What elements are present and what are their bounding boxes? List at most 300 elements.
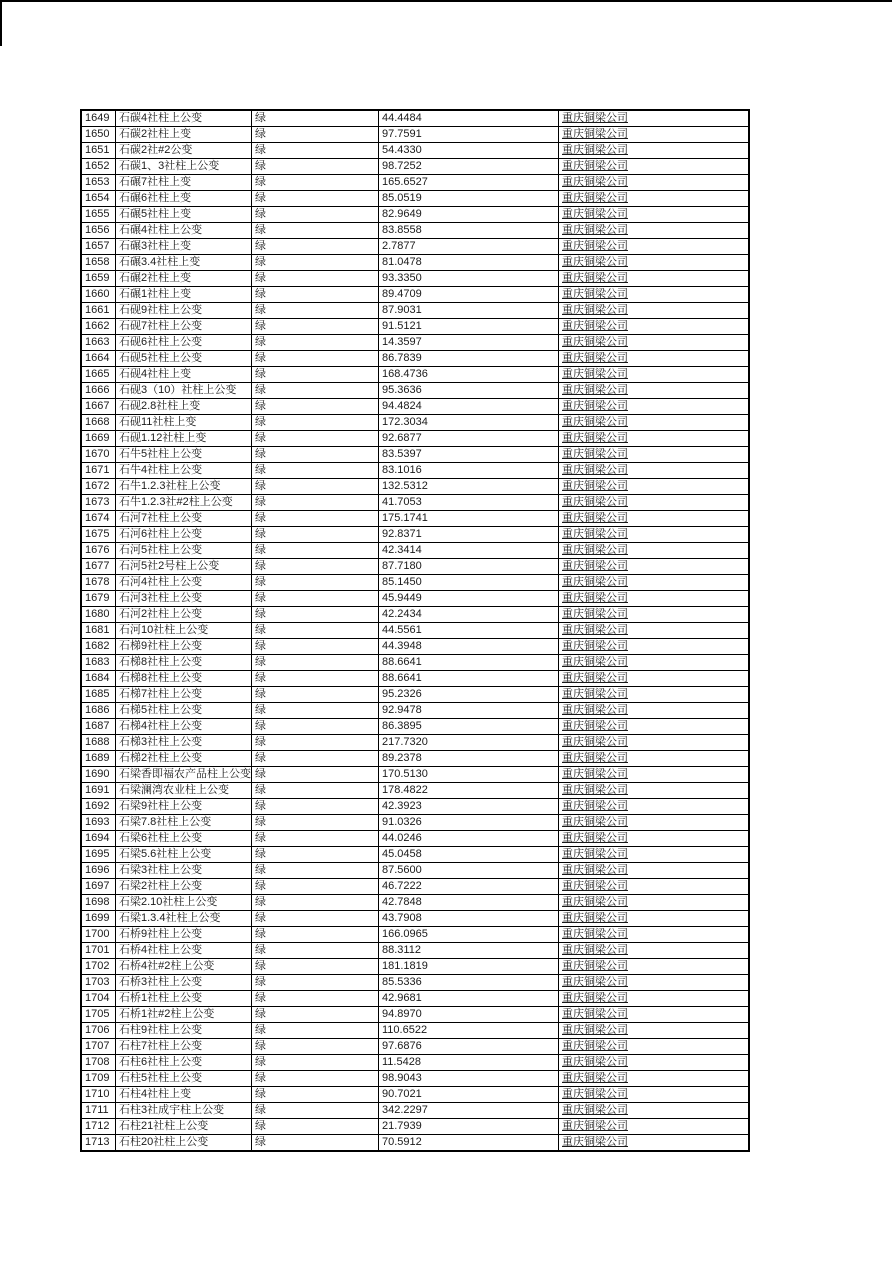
company-cell: 重庆铜梁公司 <box>559 575 750 591</box>
status-cell: 绿 <box>252 799 379 815</box>
row-number-cell: 1697 <box>81 879 116 895</box>
table-row <box>81 1007 749 1023</box>
value-cell: 217.7320 <box>379 735 559 751</box>
row-number-cell: 1707 <box>81 1039 116 1055</box>
value-cell: 42.3923 <box>379 799 559 815</box>
name-cell: 石梁3社柱上公变 <box>116 863 252 879</box>
table-row <box>81 655 749 671</box>
value-cell: 175.1741 <box>379 511 559 527</box>
company-cell: 重庆铜梁公司 <box>559 815 750 831</box>
company-cell: 重庆铜梁公司 <box>559 607 750 623</box>
row-number-cell: 1703 <box>81 975 116 991</box>
company-cell: 重庆铜梁公司 <box>559 239 750 255</box>
company-cell: 重庆铜梁公司 <box>559 367 750 383</box>
row-number-cell: 1701 <box>81 943 116 959</box>
row-number-cell: 1689 <box>81 751 116 767</box>
row-number-cell: 1688 <box>81 735 116 751</box>
company-cell: 重庆铜梁公司 <box>559 831 750 847</box>
company-cell: 重庆铜梁公司 <box>559 255 750 271</box>
value-cell: 92.8371 <box>379 527 559 543</box>
name-cell: 石牛1.2.3社#2柱上公变 <box>116 495 252 511</box>
status-cell: 绿 <box>252 559 379 575</box>
value-cell: 181.1819 <box>379 959 559 975</box>
status-cell: 绿 <box>252 207 379 223</box>
status-cell: 绿 <box>252 991 379 1007</box>
table-row <box>81 495 749 511</box>
name-cell: 石碾2社柱上变 <box>116 271 252 287</box>
value-cell: 85.0519 <box>379 191 559 207</box>
row-number-cell: 1676 <box>81 543 116 559</box>
value-cell: 97.6876 <box>379 1039 559 1055</box>
name-cell: 石梁5.6社柱上公变 <box>116 847 252 863</box>
name-cell: 石砚2.8社柱上变 <box>116 399 252 415</box>
name-cell: 石柱3社成宇柱上公变 <box>116 1103 252 1119</box>
company-cell: 重庆铜梁公司 <box>559 655 750 671</box>
table-row <box>81 383 749 399</box>
status-cell: 绿 <box>252 639 379 655</box>
table-row <box>81 191 749 207</box>
value-cell: 92.9478 <box>379 703 559 719</box>
table-row <box>81 799 749 815</box>
table-row <box>81 527 749 543</box>
table-row <box>81 991 749 1007</box>
status-cell: 绿 <box>252 175 379 191</box>
value-cell: 172.3034 <box>379 415 559 431</box>
row-number-cell: 1668 <box>81 415 116 431</box>
status-cell: 绿 <box>252 943 379 959</box>
status-cell: 绿 <box>252 463 379 479</box>
name-cell: 石牛4社柱上公变 <box>116 463 252 479</box>
name-cell: 石碾1社柱上变 <box>116 287 252 303</box>
value-cell: 92.6877 <box>379 431 559 447</box>
company-cell: 重庆铜梁公司 <box>559 799 750 815</box>
name-cell: 石碳2社#2公变 <box>116 143 252 159</box>
company-cell: 重庆铜梁公司 <box>559 591 750 607</box>
status-cell: 绿 <box>252 1039 379 1055</box>
value-cell: 85.1450 <box>379 575 559 591</box>
company-cell: 重庆铜梁公司 <box>559 991 750 1007</box>
name-cell: 石河6社柱上公变 <box>116 527 252 543</box>
status-cell: 绿 <box>252 879 379 895</box>
row-number-cell: 1695 <box>81 847 116 863</box>
table-row <box>81 175 749 191</box>
row-number-cell: 1664 <box>81 351 116 367</box>
table-row <box>81 159 749 175</box>
status-cell: 绿 <box>252 127 379 143</box>
name-cell: 石碳1、3社柱上公变 <box>116 159 252 175</box>
name-cell: 石柱7社柱上公变 <box>116 1039 252 1055</box>
status-cell: 绿 <box>252 735 379 751</box>
company-cell: 重庆铜梁公司 <box>559 927 750 943</box>
table-row <box>81 319 749 335</box>
table-row <box>81 1119 749 1135</box>
status-cell: 绿 <box>252 895 379 911</box>
status-cell: 绿 <box>252 191 379 207</box>
name-cell: 石碾6社柱上变 <box>116 191 252 207</box>
table-row <box>81 863 749 879</box>
row-number-cell: 1690 <box>81 767 116 783</box>
row-number-cell: 1693 <box>81 815 116 831</box>
status-cell: 绿 <box>252 335 379 351</box>
row-number-cell: 1654 <box>81 191 116 207</box>
table-row <box>81 687 749 703</box>
value-cell: 170.5130 <box>379 767 559 783</box>
name-cell: 石砚9社柱上公变 <box>116 303 252 319</box>
company-cell: 重庆铜梁公司 <box>559 623 750 639</box>
status-cell: 绿 <box>252 847 379 863</box>
name-cell: 石桥1社#2柱上公变 <box>116 1007 252 1023</box>
row-number-cell: 1682 <box>81 639 116 655</box>
value-cell: 86.7839 <box>379 351 559 367</box>
name-cell: 石河3社柱上公变 <box>116 591 252 607</box>
table-row <box>81 959 749 975</box>
value-cell: 98.7252 <box>379 159 559 175</box>
status-cell: 绿 <box>252 159 379 175</box>
name-cell: 石砚7社柱上公变 <box>116 319 252 335</box>
company-cell: 重庆铜梁公司 <box>559 415 750 431</box>
status-cell: 绿 <box>252 1135 379 1152</box>
row-number-cell: 1700 <box>81 927 116 943</box>
value-cell: 94.8970 <box>379 1007 559 1023</box>
name-cell: 石梯3社柱上公变 <box>116 735 252 751</box>
row-number-cell: 1696 <box>81 863 116 879</box>
name-cell: 石河2社柱上公变 <box>116 607 252 623</box>
value-cell: 42.7848 <box>379 895 559 911</box>
value-cell: 91.0326 <box>379 815 559 831</box>
name-cell: 石梯8社柱上公变 <box>116 671 252 687</box>
value-cell: 54.4330 <box>379 143 559 159</box>
table-row <box>81 735 749 751</box>
company-cell: 重庆铜梁公司 <box>559 399 750 415</box>
row-number-cell: 1667 <box>81 399 116 415</box>
status-cell: 绿 <box>252 255 379 271</box>
table-row <box>81 1103 749 1119</box>
row-number-cell: 1670 <box>81 447 116 463</box>
value-cell: 87.7180 <box>379 559 559 575</box>
status-cell: 绿 <box>252 239 379 255</box>
row-number-cell: 1650 <box>81 127 116 143</box>
name-cell: 石柱20社柱上公变 <box>116 1135 252 1152</box>
status-cell: 绿 <box>252 1087 379 1103</box>
status-cell: 绿 <box>252 495 379 511</box>
value-cell: 82.9649 <box>379 207 559 223</box>
name-cell: 石砚5社柱上公变 <box>116 351 252 367</box>
company-cell: 重庆铜梁公司 <box>559 303 750 319</box>
value-cell: 93.3350 <box>379 271 559 287</box>
name-cell: 石桥4社#2柱上公变 <box>116 959 252 975</box>
table-row <box>81 703 749 719</box>
table-row <box>81 303 749 319</box>
status-cell: 绿 <box>252 703 379 719</box>
value-cell: 2.7877 <box>379 239 559 255</box>
row-number-cell: 1677 <box>81 559 116 575</box>
value-cell: 83.8558 <box>379 223 559 239</box>
name-cell: 石砚11社柱上变 <box>116 415 252 431</box>
table-row <box>81 463 749 479</box>
name-cell: 石柱21社柱上公变 <box>116 1119 252 1135</box>
value-cell: 110.6522 <box>379 1023 559 1039</box>
company-cell: 重庆铜梁公司 <box>559 351 750 367</box>
table-row <box>81 847 749 863</box>
value-cell: 132.5312 <box>379 479 559 495</box>
name-cell: 石梁9社柱上公变 <box>116 799 252 815</box>
row-number-cell: 1711 <box>81 1103 116 1119</box>
name-cell: 石河5社2号柱上公变 <box>116 559 252 575</box>
company-cell: 重庆铜梁公司 <box>559 447 750 463</box>
company-cell: 重庆铜梁公司 <box>559 463 750 479</box>
status-cell: 绿 <box>252 1119 379 1135</box>
company-cell: 重庆铜梁公司 <box>559 639 750 655</box>
name-cell: 石砚4社柱上变 <box>116 367 252 383</box>
row-number-cell: 1709 <box>81 1071 116 1087</box>
status-cell: 绿 <box>252 319 379 335</box>
status-cell: 绿 <box>252 447 379 463</box>
name-cell: 石梯9社柱上公变 <box>116 639 252 655</box>
page-top-rule <box>0 0 892 2</box>
name-cell: 石桥1社柱上公变 <box>116 991 252 1007</box>
status-cell: 绿 <box>252 511 379 527</box>
company-cell: 重庆铜梁公司 <box>559 335 750 351</box>
status-cell: 绿 <box>252 543 379 559</box>
value-cell: 43.7908 <box>379 911 559 927</box>
value-cell: 46.7222 <box>379 879 559 895</box>
name-cell: 石碾7社柱上变 <box>116 175 252 191</box>
table-row <box>81 1135 749 1152</box>
row-number-cell: 1656 <box>81 223 116 239</box>
value-cell: 44.4484 <box>379 110 559 127</box>
value-cell: 11.5428 <box>379 1055 559 1071</box>
table-row <box>81 559 749 575</box>
company-cell: 重庆铜梁公司 <box>559 719 750 735</box>
status-cell: 绿 <box>252 287 379 303</box>
company-cell: 重庆铜梁公司 <box>559 319 750 335</box>
company-cell: 重庆铜梁公司 <box>559 143 750 159</box>
table-row <box>81 943 749 959</box>
status-cell: 绿 <box>252 271 379 287</box>
status-cell: 绿 <box>252 351 379 367</box>
name-cell: 石碾5社柱上变 <box>116 207 252 223</box>
row-number-cell: 1659 <box>81 271 116 287</box>
status-cell: 绿 <box>252 671 379 687</box>
name-cell: 石砚1.12社柱上变 <box>116 431 252 447</box>
table-row <box>81 223 749 239</box>
table-row <box>81 399 749 415</box>
status-cell: 绿 <box>252 767 379 783</box>
company-cell: 重庆铜梁公司 <box>559 703 750 719</box>
status-cell: 绿 <box>252 927 379 943</box>
table-row <box>81 719 749 735</box>
row-number-cell: 1699 <box>81 911 116 927</box>
row-number-cell: 1681 <box>81 623 116 639</box>
status-cell: 绿 <box>252 655 379 671</box>
table-row <box>81 143 749 159</box>
table-row <box>81 911 749 927</box>
name-cell: 石河10社柱上公变 <box>116 623 252 639</box>
company-cell: 重庆铜梁公司 <box>559 511 750 527</box>
row-number-cell: 1687 <box>81 719 116 735</box>
row-number-cell: 1672 <box>81 479 116 495</box>
status-cell: 绿 <box>252 815 379 831</box>
value-cell: 41.7053 <box>379 495 559 511</box>
row-number-cell: 1698 <box>81 895 116 911</box>
company-cell: 重庆铜梁公司 <box>559 1039 750 1055</box>
name-cell: 石碾3社柱上变 <box>116 239 252 255</box>
row-number-cell: 1657 <box>81 239 116 255</box>
table-row <box>81 479 749 495</box>
company-cell: 重庆铜梁公司 <box>559 751 750 767</box>
name-cell: 石梁2社柱上公变 <box>116 879 252 895</box>
value-cell: 83.5397 <box>379 447 559 463</box>
status-cell: 绿 <box>252 1103 379 1119</box>
company-cell: 重庆铜梁公司 <box>559 687 750 703</box>
row-number-cell: 1653 <box>81 175 116 191</box>
row-number-cell: 1665 <box>81 367 116 383</box>
company-cell: 重庆铜梁公司 <box>559 895 750 911</box>
name-cell: 石柱9社柱上公变 <box>116 1023 252 1039</box>
status-cell: 绿 <box>252 1007 379 1023</box>
row-number-cell: 1666 <box>81 383 116 399</box>
value-cell: 44.3948 <box>379 639 559 655</box>
status-cell: 绿 <box>252 383 379 399</box>
status-cell: 绿 <box>252 1023 379 1039</box>
table-row <box>81 543 749 559</box>
row-number-cell: 1708 <box>81 1055 116 1071</box>
value-cell: 45.0458 <box>379 847 559 863</box>
name-cell: 石柱4社柱上变 <box>116 1087 252 1103</box>
table-row <box>81 1039 749 1055</box>
table-row <box>81 639 749 655</box>
company-cell: 重庆铜梁公司 <box>559 271 750 287</box>
company-cell: 重庆铜梁公司 <box>559 175 750 191</box>
status-cell: 绿 <box>252 479 379 495</box>
company-cell: 重庆铜梁公司 <box>559 847 750 863</box>
row-number-cell: 1673 <box>81 495 116 511</box>
company-cell: 重庆铜梁公司 <box>559 287 750 303</box>
value-cell: 89.4709 <box>379 287 559 303</box>
value-cell: 165.6527 <box>379 175 559 191</box>
company-cell: 重庆铜梁公司 <box>559 559 750 575</box>
company-cell: 重庆铜梁公司 <box>559 223 750 239</box>
row-number-cell: 1713 <box>81 1135 116 1152</box>
row-number-cell: 1661 <box>81 303 116 319</box>
table-row <box>81 271 749 287</box>
name-cell: 石碳2社柱上变 <box>116 127 252 143</box>
table-row <box>81 751 749 767</box>
name-cell: 石河4社柱上公变 <box>116 575 252 591</box>
name-cell: 石梁澜湾农业柱上公变 <box>116 783 252 799</box>
status-cell: 绿 <box>252 719 379 735</box>
table-row <box>81 895 749 911</box>
row-number-cell: 1706 <box>81 1023 116 1039</box>
value-cell: 91.5121 <box>379 319 559 335</box>
table-body <box>81 110 749 1151</box>
value-cell: 89.2378 <box>379 751 559 767</box>
row-number-cell: 1651 <box>81 143 116 159</box>
value-cell: 88.6641 <box>379 671 559 687</box>
row-number-cell: 1705 <box>81 1007 116 1023</box>
status-cell: 绿 <box>252 591 379 607</box>
value-cell: 45.9449 <box>379 591 559 607</box>
row-number-cell: 1685 <box>81 687 116 703</box>
status-cell: 绿 <box>252 399 379 415</box>
value-cell: 168.4736 <box>379 367 559 383</box>
table-row <box>81 287 749 303</box>
row-number-cell: 1686 <box>81 703 116 719</box>
value-cell: 90.7021 <box>379 1087 559 1103</box>
value-cell: 342.2297 <box>379 1103 559 1119</box>
row-number-cell: 1663 <box>81 335 116 351</box>
table-row <box>81 575 749 591</box>
table-row <box>81 239 749 255</box>
table-row <box>81 975 749 991</box>
table-row <box>81 591 749 607</box>
value-cell: 85.5336 <box>379 975 559 991</box>
value-cell: 87.5600 <box>379 863 559 879</box>
status-cell: 绿 <box>252 415 379 431</box>
table-row <box>81 511 749 527</box>
status-cell: 绿 <box>252 575 379 591</box>
transformer-table <box>80 109 750 1152</box>
table-row <box>81 335 749 351</box>
name-cell: 石柱6社柱上公变 <box>116 1055 252 1071</box>
row-number-cell: 1678 <box>81 575 116 591</box>
company-cell: 重庆铜梁公司 <box>559 1135 750 1152</box>
name-cell: 石河7社柱上公变 <box>116 511 252 527</box>
value-cell: 44.0246 <box>379 831 559 847</box>
row-number-cell: 1684 <box>81 671 116 687</box>
row-number-cell: 1652 <box>81 159 116 175</box>
row-number-cell: 1692 <box>81 799 116 815</box>
value-cell: 70.5912 <box>379 1135 559 1152</box>
row-number-cell: 1671 <box>81 463 116 479</box>
status-cell: 绿 <box>252 687 379 703</box>
value-cell: 166.0965 <box>379 927 559 943</box>
value-cell: 95.3636 <box>379 383 559 399</box>
company-cell: 重庆铜梁公司 <box>559 959 750 975</box>
value-cell: 42.3414 <box>379 543 559 559</box>
table-row <box>81 1023 749 1039</box>
row-number-cell: 1691 <box>81 783 116 799</box>
status-cell: 绿 <box>252 143 379 159</box>
table-row <box>81 927 749 943</box>
value-cell: 21.7939 <box>379 1119 559 1135</box>
status-cell: 绿 <box>252 1055 379 1071</box>
name-cell: 石梁7.8社柱上公变 <box>116 815 252 831</box>
name-cell: 石梯2社柱上公变 <box>116 751 252 767</box>
value-cell: 178.4822 <box>379 783 559 799</box>
row-number-cell: 1704 <box>81 991 116 1007</box>
company-cell: 重庆铜梁公司 <box>559 159 750 175</box>
name-cell: 石梁1.3.4社柱上公变 <box>116 911 252 927</box>
company-cell: 重庆铜梁公司 <box>559 767 750 783</box>
company-cell: 重庆铜梁公司 <box>559 1119 750 1135</box>
status-cell: 绿 <box>252 303 379 319</box>
company-cell: 重庆铜梁公司 <box>559 911 750 927</box>
name-cell: 石桥4社柱上公变 <box>116 943 252 959</box>
name-cell: 石碳4社柱上公变 <box>116 110 252 127</box>
table-row <box>81 607 749 623</box>
company-cell: 重庆铜梁公司 <box>559 527 750 543</box>
company-cell: 重庆铜梁公司 <box>559 191 750 207</box>
value-cell: 81.0478 <box>379 255 559 271</box>
table-row <box>81 255 749 271</box>
value-cell: 87.9031 <box>379 303 559 319</box>
status-cell: 绿 <box>252 623 379 639</box>
table-row <box>81 207 749 223</box>
name-cell: 石梯7社柱上公变 <box>116 687 252 703</box>
row-number-cell: 1675 <box>81 527 116 543</box>
company-cell: 重庆铜梁公司 <box>559 479 750 495</box>
